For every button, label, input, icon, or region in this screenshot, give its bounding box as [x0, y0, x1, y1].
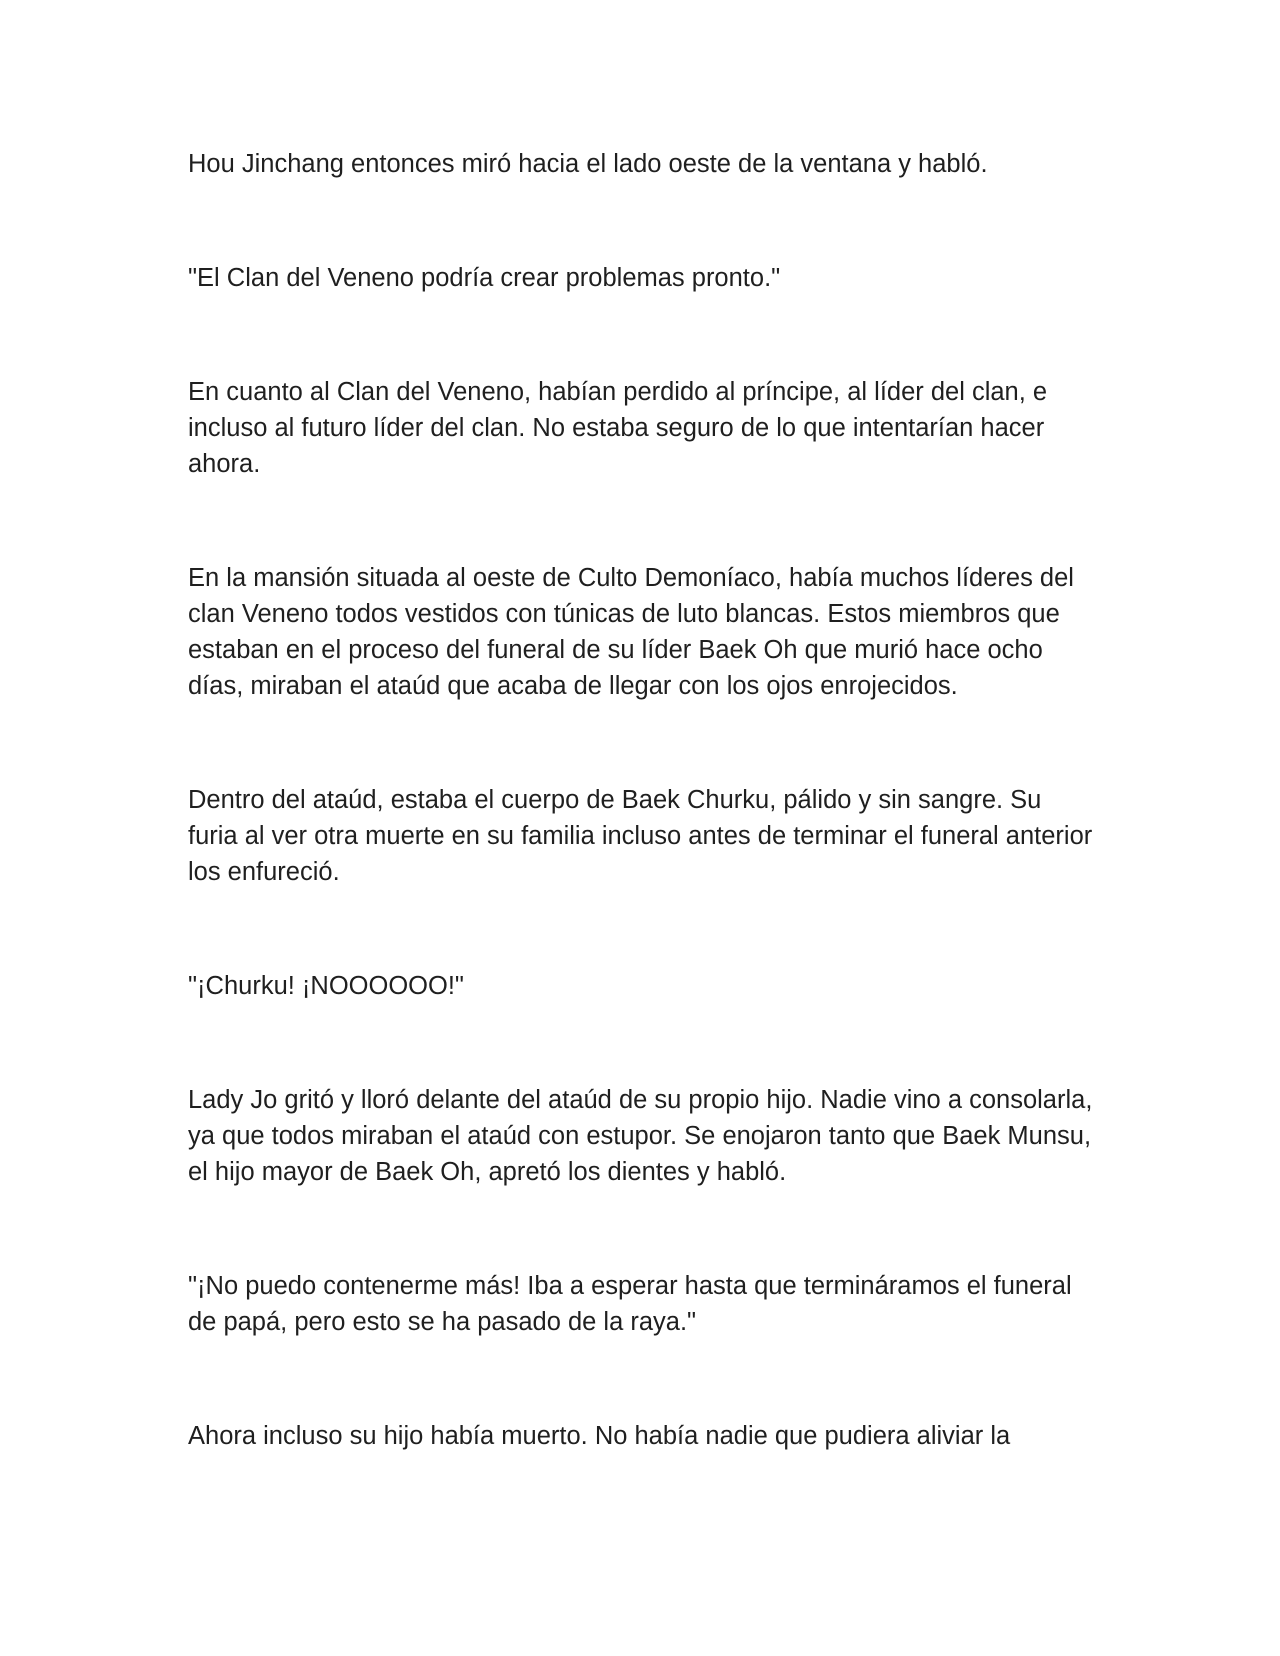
paragraph-5: Dentro del ataúd, estaba el cuerpo de Baek Churku, pálido y sin sangre. Su furia al ver otra muerte en su familia incluso antes de terminar el funeral anterior los enfureció. — [188, 786, 1093, 886]
paragraph-1: Hou Jinchang entonces miró hacia el lado oeste de la ventana y habló. — [188, 150, 988, 178]
paragraph-2: "El Clan del Veneno podría crear problemas pronto." — [188, 264, 781, 292]
paragraph-7: Lady Jo gritó y lloró delante del ataúd de su propio hijo. Nadie vino a consolarla, ya que todos miraban el ataúd con estupor. Se enojaron tanto que Baek Munsu, el hijo mayor de Baek Oh, apretó los dientes y habló. — [188, 1086, 1093, 1186]
paragraph-4: En la mansión situada al oeste de Culto Demoníaco, había muchos líderes del clan Veneno todos vestidos con túnicas de luto blancas. Estos miembros que estaban en el proceso del funeral de su líder Baek Oh que murió hace ocho días, miraban el ataúd que acaba de llegar con los ojos enrojecidos. — [188, 564, 1074, 700]
document-body — [188, 146, 1093, 1454]
paragraph-6: "¡Churku! ¡NOOOOOO!" — [188, 972, 464, 1000]
paragraph-8: "¡No puedo contenerme más! Iba a esperar hasta que termináramos el funeral de papá, pero esto se ha pasado de la raya." — [188, 1272, 1072, 1336]
paragraph-9: Ahora incluso su hijo había muerto. No había nadie que pudiera aliviar la — [188, 1422, 1011, 1450]
paragraph-3: En cuanto al Clan del Veneno, habían perdido al príncipe, al líder del clan, e incluso al futuro líder del clan. No estaba seguro de lo que intentarían hacer ahora. — [188, 378, 1048, 478]
